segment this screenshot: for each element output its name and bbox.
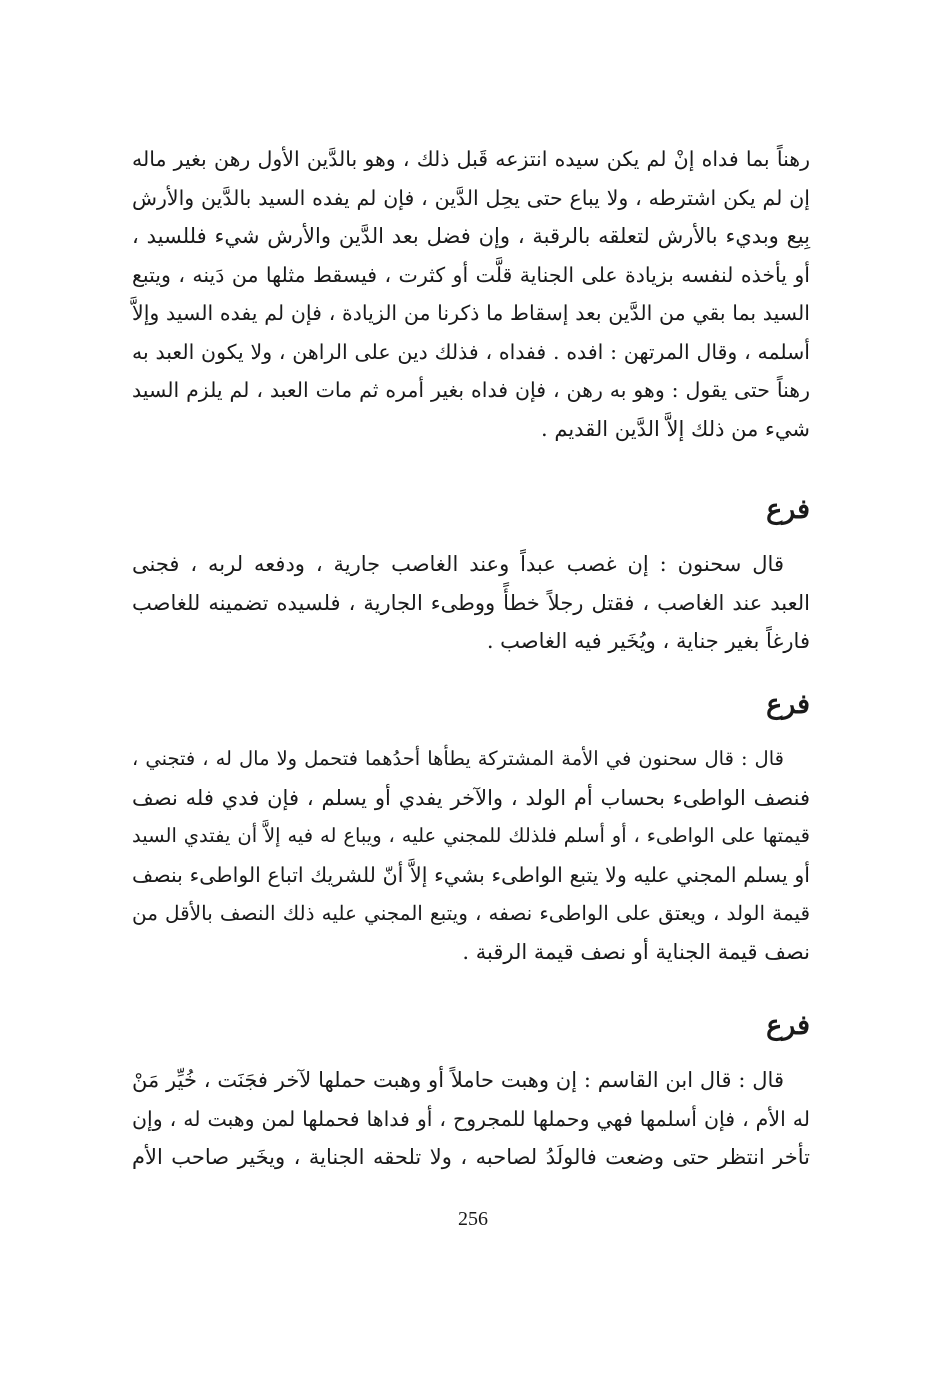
text-line: قال : قال ابن القاسم : إن وهبت حاملاً أو وهبت حملها لآخر فجَنَت ، خُيِّر مَنْ	[132, 1068, 784, 1092]
text-line: إن لم يكن اشترطه ، ولا يباع حتى يحِل الدَّين ، فإن لم يفده السيد بالدَّين والأرش	[132, 185, 810, 210]
text-line: فارغاً بغير جناية ، ويُخَير فيه الغاصب .	[486, 629, 810, 653]
text-line: قيمة الولد ، ويعتق على الواطىء نصفه ، ويتبع المجني عليه ذلك النصف بالأقل من	[132, 901, 810, 925]
text-line: قال سحنون : إن غصب عبداً وعند الغاصب جارية ، ودفعه لربه ، فجنى	[132, 552, 784, 576]
text-line: أسلمه ، وقال المرتهن : افده . ففداه ، فذلك دين على الراهن ، ولا يكون العبد به	[132, 339, 810, 364]
text-line: رهناً بما فداه إنْ لم يكن سيده انتزعه قَبل ذلك ، وهو بالدَّين الأول رهن بغير ماله	[132, 147, 810, 171]
text-line: شيء من ذلك إلاَّ الدَّين القديم .	[541, 416, 810, 441]
text-line: أو يأخذه لنفسه بزيادة على الجناية قلَّت أو كثرت ، فيسقط مثلها من دَينه ، ويتبع	[132, 262, 810, 287]
text-line: أو يسلم المجني عليه ولا يتبع الواطىء بشيء إلاَّ أنّ للشريك اتباع الواطىء بنصف	[132, 862, 810, 887]
text-line: بِيع وبديء بالأرش لتعلقه بالرقبة ، وإن فضل بعد الدَّين والأرش شيء فللسيد ،	[132, 224, 810, 248]
text-line: نصف قيمة الجناية أو نصف قيمة الرقبة .	[462, 939, 810, 964]
text-line: العبد عند الغاصب ، فقتل رجلاً خطأً ووطىء الجارية ، فلسيده تضمينه للغاصب	[132, 590, 810, 615]
text-line: فنصف الواطىء بحساب أم الولد ، والآخر يفدي أو يسلم ، فإن فدي فله نصف	[132, 785, 810, 810]
paragraph-1	[132, 140, 810, 448]
paragraph-2	[132, 545, 810, 661]
text-line: رهناً حتى يقول : وهو به رهن ، فإن فداه بغير أمره ثم مات العبد ، لم يلزم السيد	[132, 378, 810, 402]
text-line: تأخر انتظر حتى وضعت فالولَدُ لصاحبه ، ولا تلحقه الجناية ، ويخَير صاحب الأم	[132, 1145, 810, 1169]
text-line: السيد بما بقي من الدَّين بعد إسقاط ما ذكرنا من الزيادة ، فإن لم يفده السيد وإلاَّ	[132, 301, 810, 325]
paragraph-4	[132, 1061, 810, 1177]
section-heading-2: فرع	[766, 689, 810, 720]
paragraph-3	[132, 740, 810, 971]
section-heading-3: فرع	[766, 1010, 810, 1041]
text-line: قيمتها على الواطىء ، أو أسلم فلذلك للمجني عليه ، ويباع له فيه إلاَّ أن يفتدي السيد	[132, 824, 810, 847]
text-line: له الأم ، فإن أسلمها فهي وحملها للمجروح ، أو فداها فحملها لمن وهبت له ، وإن	[132, 1106, 810, 1131]
text-line: قال : قال سحنون في الأمة المشتركة يطأها أحدُهما فتحمل ولا مال له ، فتجني ،	[132, 747, 784, 770]
page-number: 256	[458, 1208, 488, 1230]
section-heading-1: فرع	[766, 494, 810, 525]
